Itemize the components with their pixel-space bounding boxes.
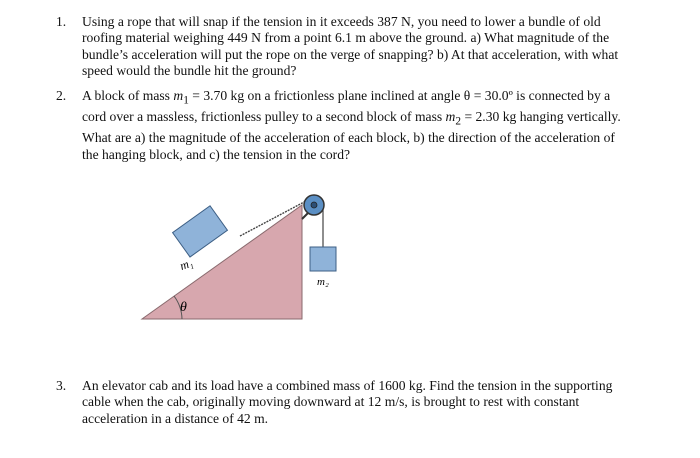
problem-3-number: 3. <box>56 378 67 393</box>
problem-1 <box>56 14 626 80</box>
problem-1-number: 1. <box>56 14 67 29</box>
problem-3 <box>56 378 626 427</box>
problem-2-text: A block of mass $m_1 = 3.70$ kg on a frictionless plane inclined at angle θ = 30.0º is connected by a cord over a massless, frictionless pulley to a second block of mass $m_2 = 2.30$ kg hanging vertically. What are a) the magnitude of the acceleration of each block, b) the direction of the acceleration of the hanging block, and c) the tension in the cord? <box>82 88 621 162</box>
block-m1 <box>173 206 228 257</box>
problem-2-number: 2. <box>56 88 67 103</box>
problem-3-text: An elevator cab and its load have a combined mass of 1600 kg. Find the tension in the supporting cable when the cab, originally moving downward at 12 m/s, is brought to rest with constant acceleration in a distance of 42 m. <box>82 378 613 426</box>
incline-diagram <box>140 185 370 325</box>
incline-pulley-figure <box>140 185 370 325</box>
problem-1-text: Using a rope that will snap if the tension in it exceeds 387 N, you need to lower a bundle of old roofing material weighing 449 N from a point 6.1 m above the ground. a) What magnitude of the bundle’s acceleration will put the rope on the verge of snapping? b) At that acceleration, with what speed would the bundle hit the ground? <box>82 14 619 79</box>
problem-2 <box>56 88 626 163</box>
label-m1: m₁ <box>177 255 195 273</box>
block-m2 <box>310 247 336 271</box>
label-m2: m₂ <box>317 276 329 288</box>
theta-label: θ <box>180 300 187 315</box>
pulley-hub <box>311 202 317 208</box>
